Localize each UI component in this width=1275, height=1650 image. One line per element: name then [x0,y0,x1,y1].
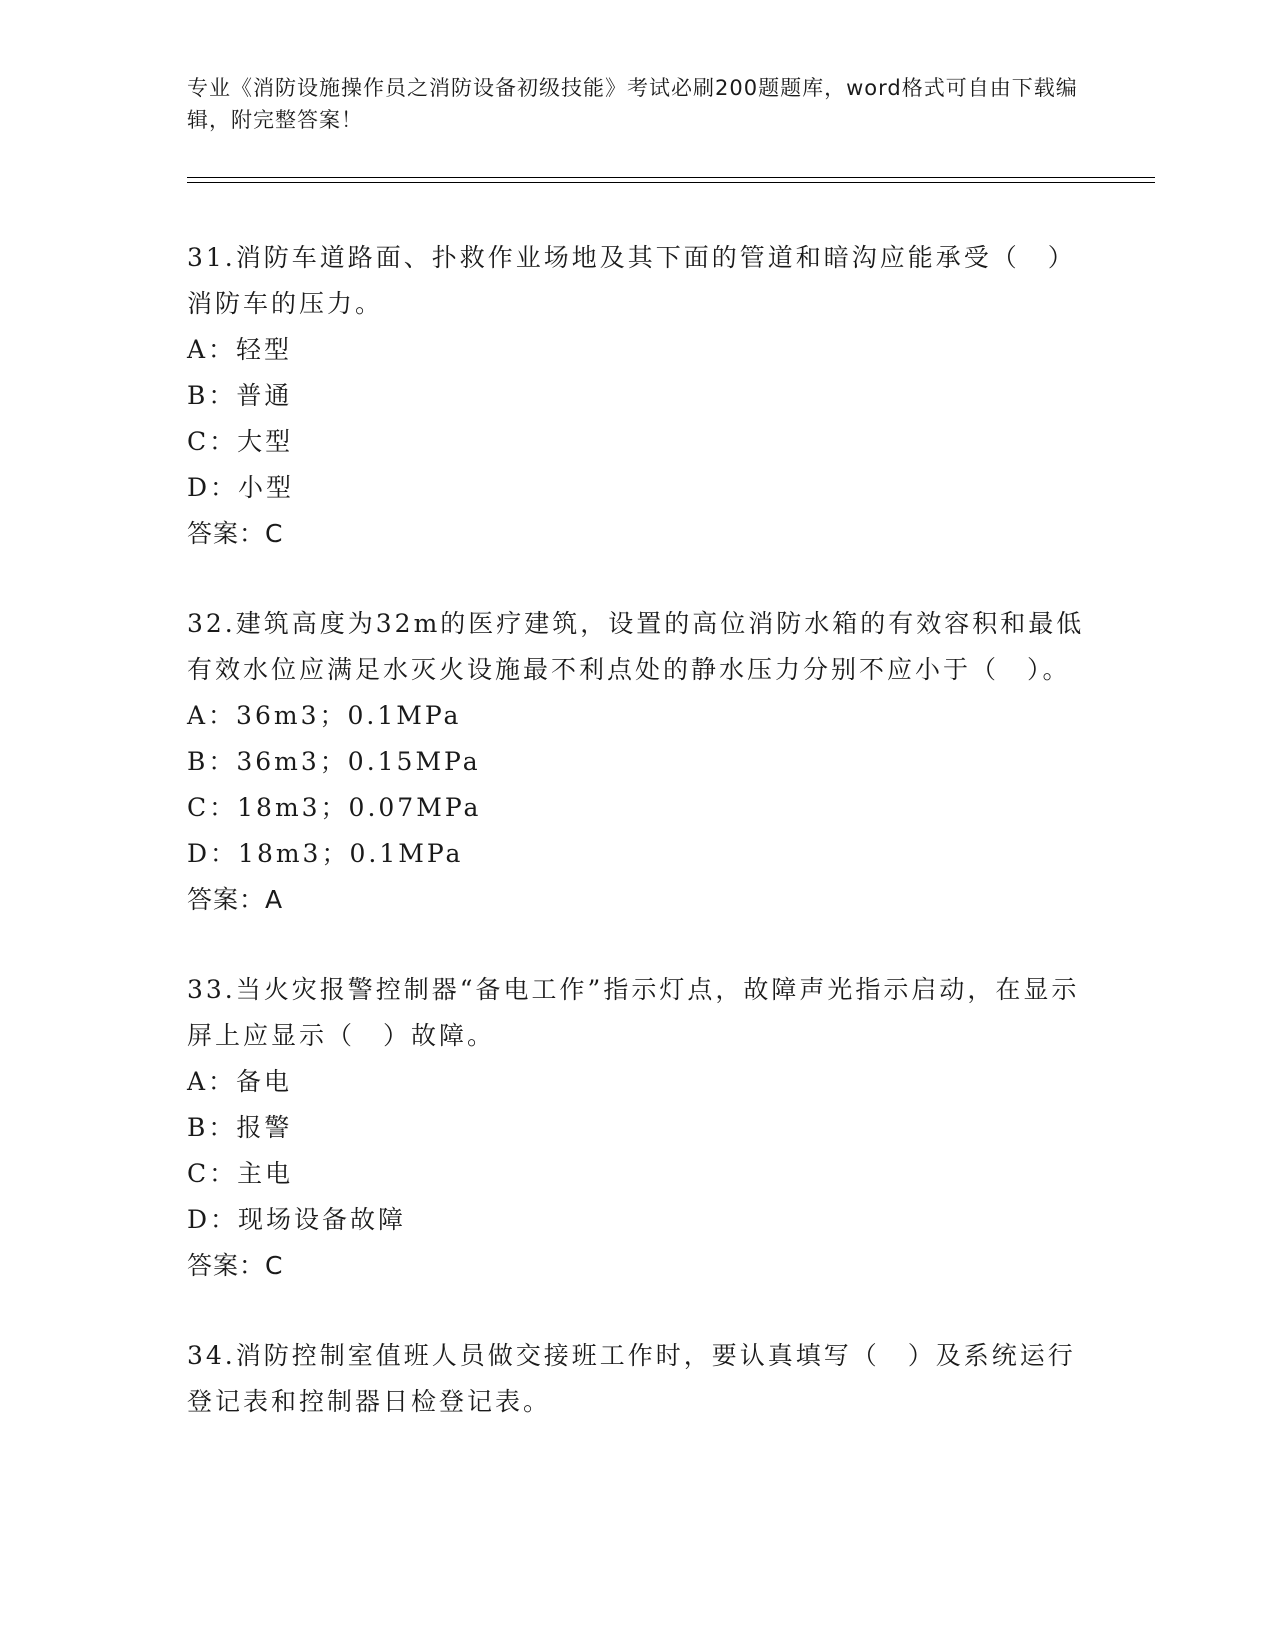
answer: 答案：C [187,519,284,548]
option-d: D：18m3；0.1MPa [187,839,464,868]
option-c: C：大型 [187,427,294,456]
option-d: D：现场设备故障 [187,1205,407,1234]
header-rule-top [187,177,1155,178]
question-stem: 34.消防控制室值班人员做交接班工作时，要认真填写（ ）及系统运行登记表和控制器日检登记表。 [187,1341,1076,1416]
answer: 答案：C [187,1251,284,1280]
option-a: A：备电 [187,1067,293,1096]
answer: 答案：A [187,885,284,914]
option-b: B：普通 [187,381,293,410]
option-d: D：小型 [187,473,295,502]
header-title: 专业《消防设施操作员之消防设备初级技能》考试必刷200题题库，word格式可自由下载编辑，附完整答案！ [187,76,1078,132]
question-stem: 31.消防车道路面、扑救作业场地及其下面的管道和暗沟应能承受（ ）消防车的压力。 [187,243,1076,318]
question-stem: 33.当火灾报警控制器“备电工作”指示灯点，故障声光指示启动，在显示屏上应显示（ ）故障。 [187,975,1080,1050]
question-34 [187,1333,1087,1425]
document-header [187,72,1087,136]
option-a: A：36m3；0.1MPa [187,701,462,730]
option-b: B：报警 [187,1113,293,1142]
question-33 [187,967,1087,1289]
question-31 [187,235,1087,557]
option-b: B：36m3；0.15MPa [187,747,481,776]
question-32 [187,601,1087,923]
option-c: C：主电 [187,1159,294,1188]
option-c: C：18m3；0.07MPa [187,793,482,822]
option-a: A：轻型 [187,335,293,364]
question-list [187,235,1087,1469]
question-stem: 32.建筑高度为32m的医疗建筑，设置的高位消防水箱的有效容积和最低有效水位应满足水灭火设施最不利点处的静水压力分别不应小于（ ）。 [187,609,1085,684]
header-rule-bottom [187,182,1155,183]
